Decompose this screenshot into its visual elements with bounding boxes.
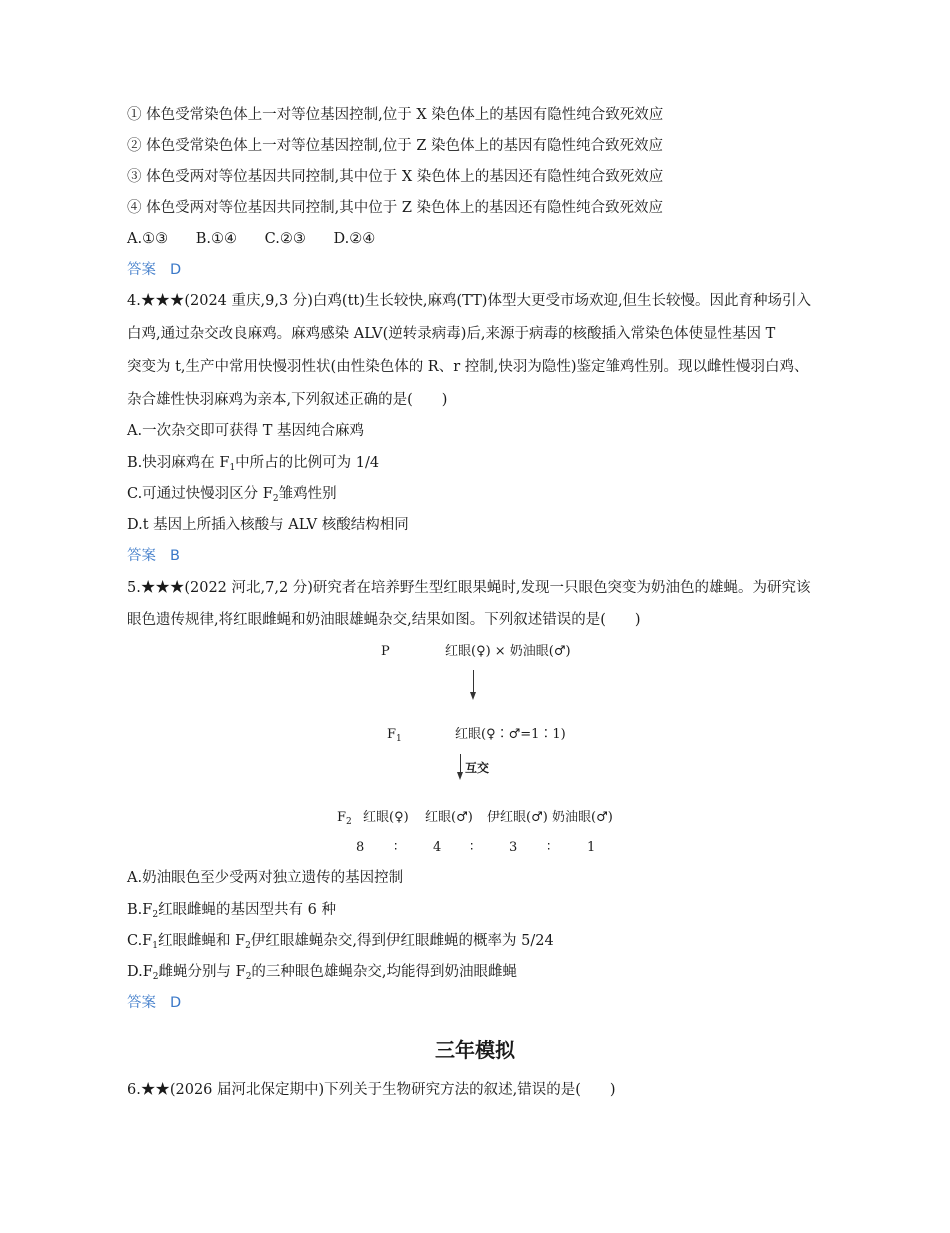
section-title: 三年模拟 (435, 1038, 515, 1062)
f2-phenotype: 伊红眼(♂) (487, 810, 548, 825)
f2-phenotype: 奶油眼(♂) (552, 810, 613, 825)
answer-q3 (127, 260, 181, 280)
q4-option-d: D.t 基因上所插入核酸与 ALV 核酸结构相同 (127, 517, 409, 533)
q4-option-c: C.可通过快慢羽区分 $F_2$雏鸡性别 (127, 486, 337, 504)
ratio-separator: ∶ (547, 840, 551, 855)
answer-q5 (127, 993, 181, 1013)
q5-option-b: $B.F_2$红眼雌蝇的基因型共有 6 种 (127, 902, 337, 920)
q5-stem-line-1: 5.★★★(2022 河北,7,2 分)研究者在培养野生型红眼果蝇时,发现一只眼色突变为奶油色的雄蝇。为研究该 (127, 580, 811, 596)
q4-option-b: B.快羽麻鸡在 $F_1$中所占的比例可为 1/4 (127, 455, 380, 473)
answer-value: B (170, 548, 180, 564)
arrow-head-down-icon (457, 772, 463, 780)
p-generation-label: P (381, 644, 390, 659)
answer-value: D (170, 995, 182, 1011)
arrow-head-down-icon (470, 692, 476, 700)
ratio-separator: ∶ (394, 840, 398, 855)
q6-stem-line-1: 6.★★(2026 届河北保定期中)下列关于生物研究方法的叙述,错误的是( ) (127, 1082, 616, 1098)
q4-stem-line-4: 杂合雄性快羽麻鸡为亲本,下列叙述正确的是( ) (127, 392, 448, 408)
answer-label: 答案 (127, 995, 156, 1011)
intercross-label: 互交 (465, 761, 490, 775)
f1-result: 红眼(♀∶♂=1∶1) (455, 727, 566, 742)
arrow-f1-to-f2 (460, 754, 461, 774)
q5-option-a: A.奶油眼色至少受两对独立遗传的基因控制 (127, 870, 404, 886)
q5-stem-line-2: 眼色遗传规律,将红眼雌蝇和奶油眼雄蝇杂交,结果如图。下列叙述错误的是( ) (127, 612, 641, 628)
answer-q4 (127, 546, 180, 566)
q5-option-d: $D.F_2$雌蝇分别与 $F_2$的三种眼色雄蝇杂交,均能得到奶油眼雌蝇 (127, 964, 518, 982)
answer-label: 答案 (127, 262, 156, 278)
p-cross: 红眼(♀) × 奶油眼(♂) (445, 644, 571, 659)
ratio-separator: ∶ (470, 840, 474, 855)
f2-phenotype: 红眼(♂) (425, 810, 473, 825)
arrow-p-to-f1 (473, 670, 474, 694)
answer-choices: A.①③ B.①④ C.②③ D.②④ (127, 231, 376, 247)
f2-generation-label: $F_2$ (337, 810, 352, 827)
q4-stem-line-1: 4.★★★(2024 重庆,9,3 分)白鸡(tt)生长较快,麻鸡(TT)体型大更受市场欢迎,但生长较慢。因此育种场引入 (127, 293, 812, 309)
f2-ratio-value: 4 (433, 840, 442, 855)
f1-generation-label: $F_1$ (387, 727, 402, 744)
q4-stem-line-3: 突变为 t,生产中常用快慢羽性状(由性染色体的 R、r 控制,快羽为隐性)鉴定雏鸡性别。现以雌性慢羽白鸡、 (127, 359, 809, 375)
q4-option-a: A.一次杂交即可获得 T 基因纯合麻鸡 (127, 423, 364, 439)
q4-stem-line-2: 白鸡,通过杂交改良麻鸡。麻鸡感染 ALV(逆转录病毒)后,来源于病毒的核酸插入常染色体使显性基因 T (127, 326, 776, 342)
q5-option-c: $C.F_1$红眼雌蝇和 $F_2$伊红眼雄蝇杂交,得到伊红眼雌蝇的概率为 5/24 (127, 933, 554, 951)
f2-phenotype: 红眼(♀) (363, 810, 409, 825)
option-3: ③ 体色受两对等位基因共同控制,其中位于 X 染色体上的基因还有隐性纯合致死效应 (127, 169, 664, 185)
option-1: ① 体色受常染色体上一对等位基因控制,位于 X 染色体上的基因有隐性纯合致死效应 (127, 107, 664, 123)
option-2: ② 体色受常染色体上一对等位基因控制,位于 Z 染色体上的基因有隐性纯合致死效应 (127, 138, 664, 154)
f2-ratio-value: 3 (509, 840, 518, 855)
option-4: ④ 体色受两对等位基因共同控制,其中位于 Z 染色体上的基因还有隐性纯合致死效应 (127, 200, 664, 216)
answer-value: D (170, 262, 182, 278)
f2-ratio-value: 1 (587, 840, 596, 855)
f2-ratio-value: 8 (356, 840, 365, 855)
answer-label: 答案 (127, 548, 156, 564)
